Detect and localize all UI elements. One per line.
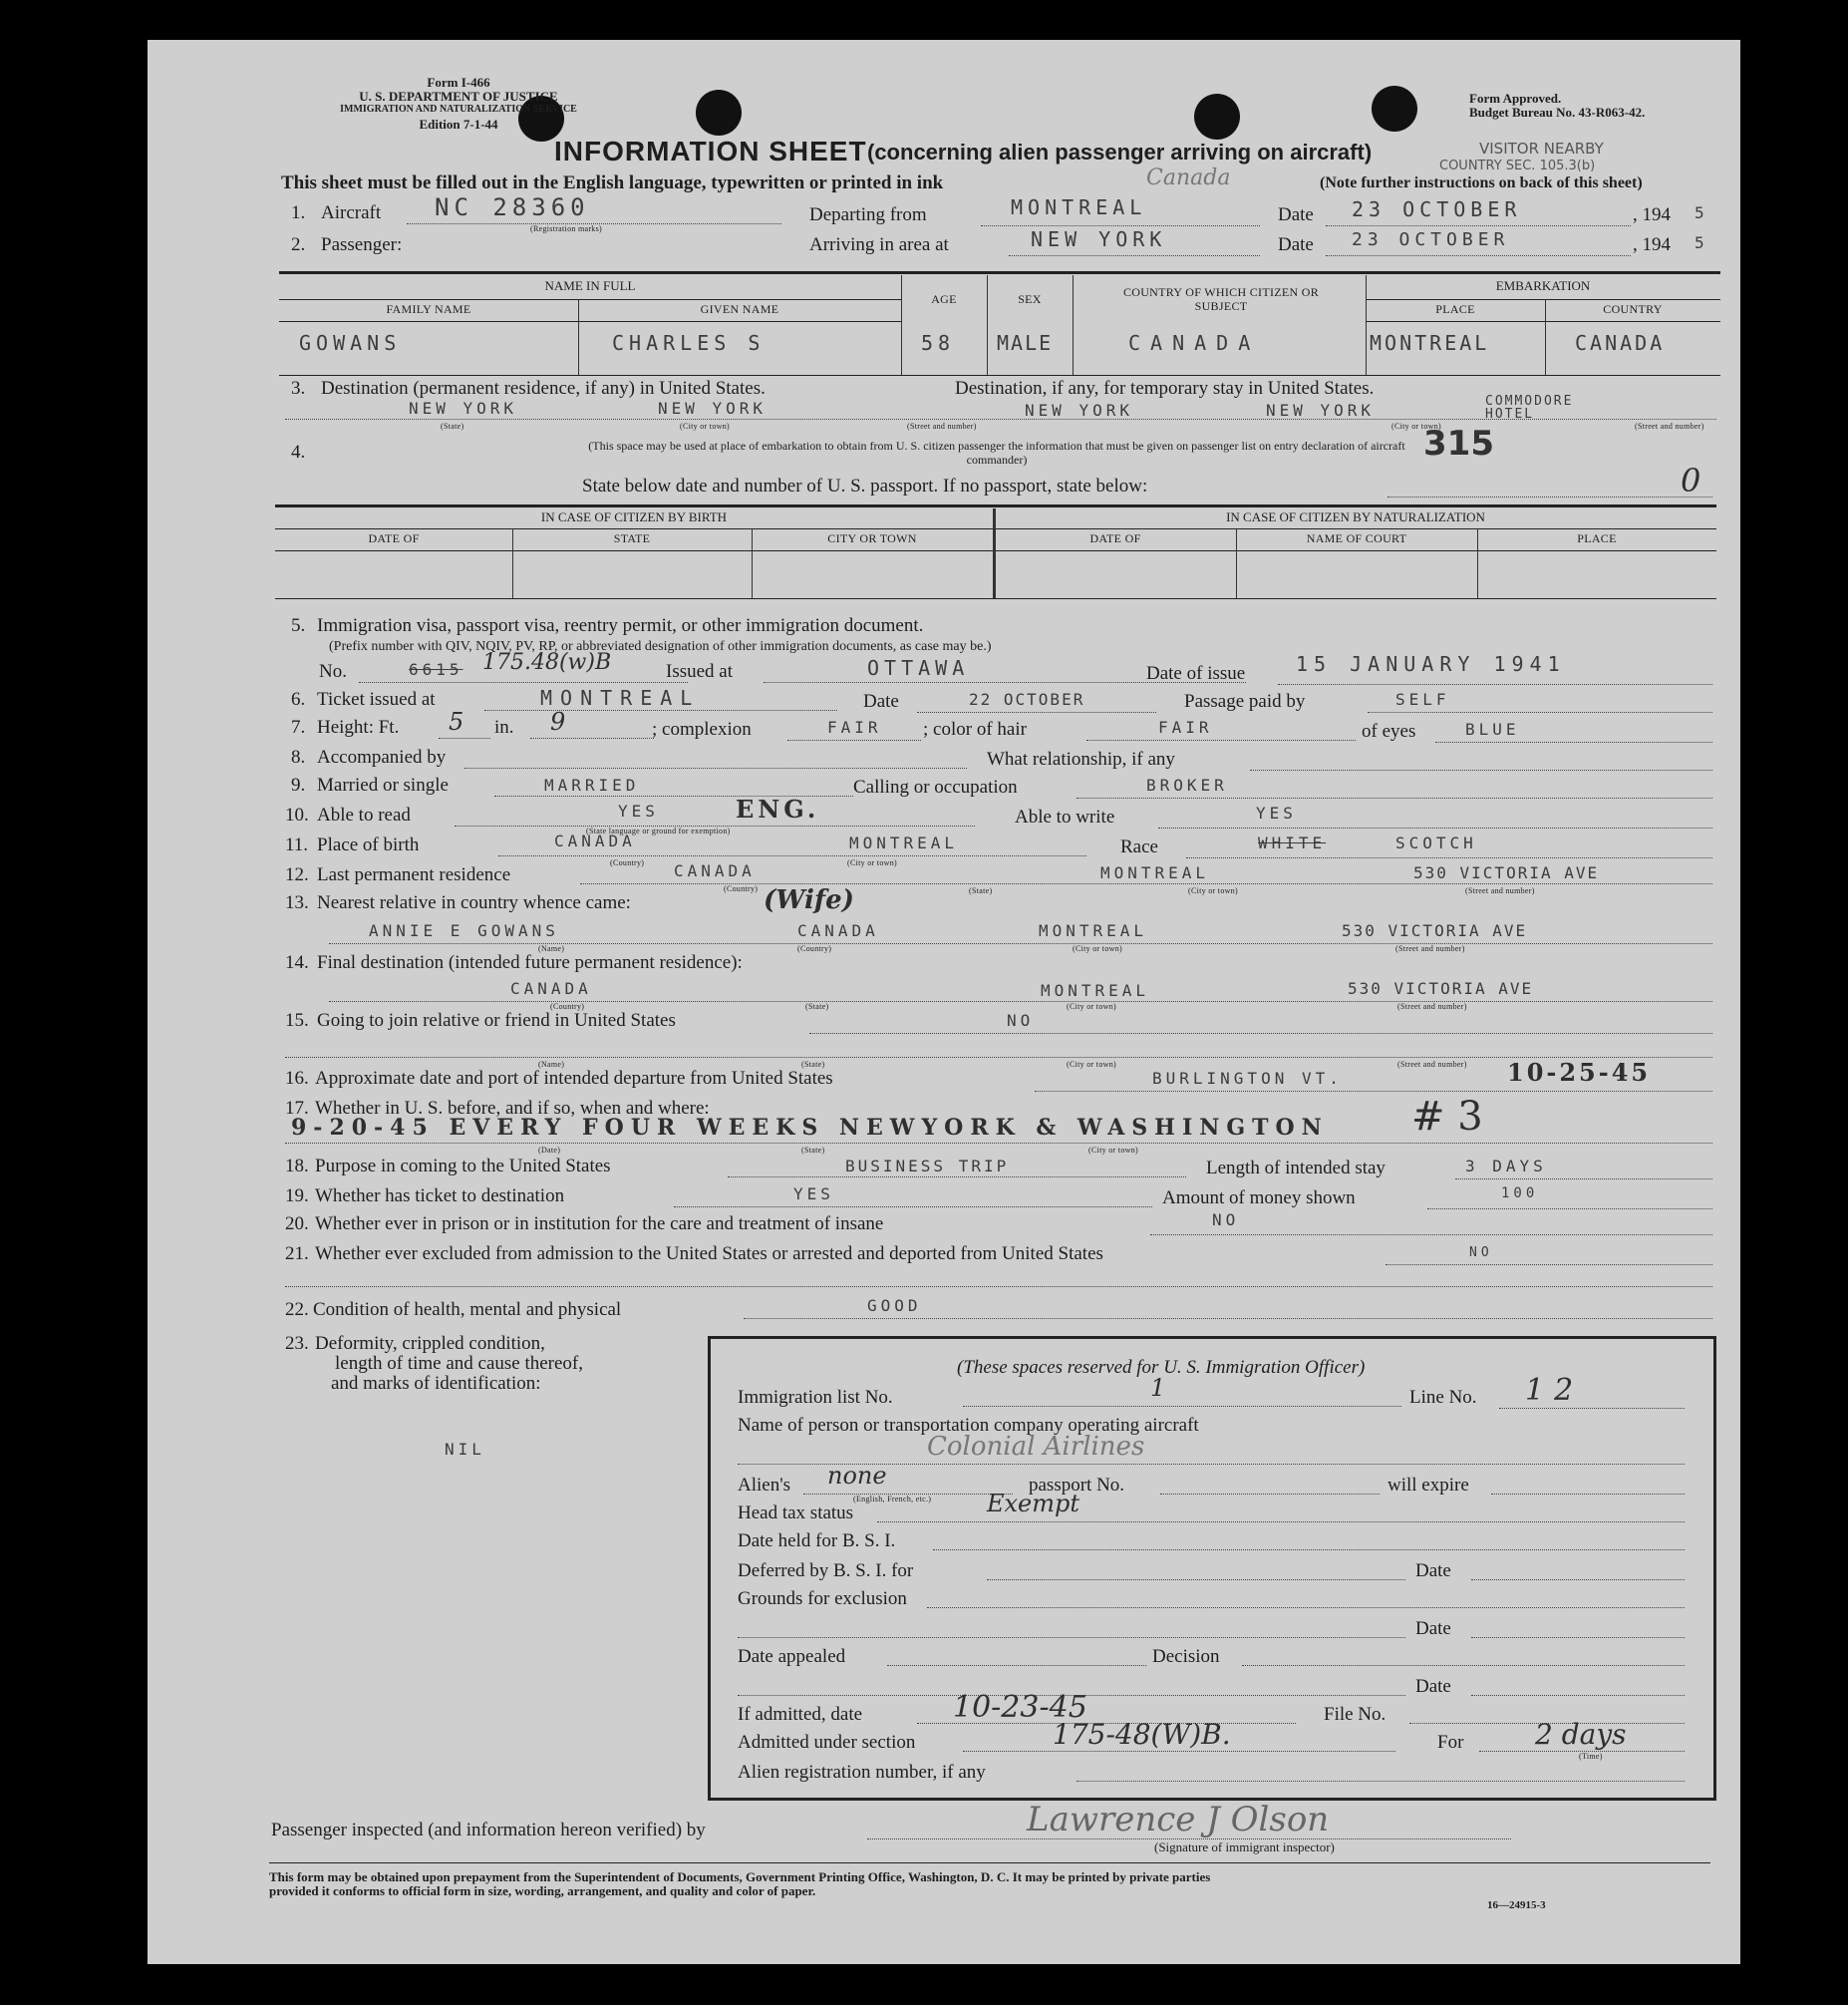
purpose-label: Purpose in coming to the United States — [315, 1156, 611, 1176]
street-caption: (Street and number) — [1635, 422, 1704, 431]
immigration-list-label: Immigration list No. — [738, 1387, 893, 1408]
sex-value[interactable]: MALE — [997, 331, 1054, 355]
birth-country-value[interactable]: CANADA — [554, 832, 636, 850]
race-value[interactable]: SCOTCH — [1395, 834, 1477, 852]
company-value[interactable]: Colonial Airlines — [927, 1432, 1145, 1462]
temp-city-value[interactable]: NEW YORK — [1025, 401, 1134, 420]
admitted-section-value[interactable]: 175-48(W)B. — [1053, 1718, 1231, 1751]
passport-no-label: passport No. — [1029, 1475, 1125, 1496]
language-caption: (State language or ground for exemption) — [586, 827, 731, 835]
able-to-write-label: Able to write — [1015, 807, 1115, 828]
year-label: , 194 — [1633, 234, 1671, 255]
deformity-value[interactable]: NIL — [445, 1440, 485, 1459]
departure-date-plan-value[interactable]: 10-25-45 — [1507, 1058, 1652, 1087]
alien-registration-label: Alien registration number, if any — [738, 1762, 986, 1783]
departing-value[interactable]: MONTREAL — [1011, 195, 1147, 219]
ticket-issued-label: Ticket issued at — [317, 689, 436, 710]
alien-passport-type-value[interactable]: none — [827, 1462, 887, 1490]
last-residence-street-value[interactable]: 530 VICTORIA AVE — [1413, 863, 1600, 882]
height-in-label: in. — [494, 717, 514, 738]
bsi-held-label: Date held for B. S. I. — [738, 1530, 896, 1551]
read-language-value[interactable]: ENG. — [736, 795, 820, 824]
deformity-label-3: and marks of identification: — [331, 1373, 541, 1394]
admitted-section-label: Admitted under section — [738, 1732, 916, 1753]
officer-box-heading: (These spaces reserved for U. S. Immigration Officer) — [957, 1357, 1366, 1378]
birth-city-value[interactable]: MONTREAL — [849, 834, 959, 852]
prison-value[interactable]: NO — [1212, 1210, 1240, 1229]
head-tax-value[interactable]: Exempt — [987, 1490, 1080, 1517]
street-caption: (Street and number) — [1397, 1060, 1467, 1069]
race-label: Race — [1120, 836, 1158, 857]
line4-note: (This space may be used at place of embarkation to obtain from U. S. citizen passenger the information that must be given on passenger list on entry declaration of aircraft commander) — [588, 439, 1405, 467]
signature-caption: (Signature of immigrant inspector) — [1154, 1839, 1335, 1854]
citizen-naturalization-header: IN CASE OF CITIZEN BY NATURALIZATION — [1226, 509, 1485, 524]
for-label: For — [1437, 1732, 1464, 1753]
relative-street-value[interactable]: 530 VICTORIA AVE — [1342, 921, 1528, 940]
punch-hole — [696, 90, 742, 136]
family-name-header: FAMILY NAME — [386, 302, 471, 316]
form-approved: Form Approved. — [1469, 91, 1562, 106]
footer-line-2: provided it conforms to official form in size, wording, arrangement, and quality and color of paper. — [269, 1883, 816, 1898]
line-num: 20. — [285, 1213, 309, 1234]
instruction-handwriting: Canada — [1146, 166, 1231, 190]
height-ft-value[interactable]: 5 — [449, 708, 464, 736]
punch-hole — [1372, 86, 1417, 132]
visitor-stamp: VISITOR NEARBY — [1479, 140, 1604, 158]
no-label: No. — [319, 661, 347, 682]
given-name-header: GIVEN NAME — [700, 302, 779, 316]
citizen-value[interactable]: CANADA — [1128, 331, 1261, 355]
relative-name-value[interactable]: ANNIE E GOWANS — [369, 921, 559, 940]
eyes-value[interactable]: BLUE — [1465, 720, 1520, 739]
city-caption: (City or town) — [1067, 1002, 1116, 1011]
state-caption: (State) — [441, 422, 464, 431]
year-value[interactable]: 5 — [1694, 233, 1704, 252]
country-caption: (Country) — [724, 884, 759, 893]
deferred-label: Deferred by B. S. I. for — [738, 1560, 914, 1581]
nearest-relative-label: Nearest relative in country whence came: — [317, 892, 631, 913]
birth-city-header: CITY OR TOWN — [827, 531, 917, 545]
passage-paid-value[interactable]: SELF — [1395, 690, 1450, 709]
stay-length-value[interactable]: 3 DAYS — [1465, 1157, 1547, 1175]
hotel-value[interactable]: COMMODORE HOTEL — [1485, 394, 1574, 422]
country-caption: (Country) — [550, 1002, 585, 1011]
state-caption: (State) — [801, 1060, 825, 1069]
line-num: 1. — [291, 202, 306, 223]
name-in-full-header: NAME IN FULL — [544, 278, 636, 293]
temp-state-value[interactable]: NEW YORK — [1266, 401, 1376, 420]
able-to-write-value[interactable]: YES — [1256, 804, 1297, 823]
relationship-label: What relationship, if any — [987, 749, 1175, 770]
health-label: Condition of health, mental and physical — [313, 1299, 622, 1320]
country-caption: (Country) — [797, 944, 832, 953]
passage-paid-label: Passage paid by — [1184, 691, 1306, 712]
join-relative-value[interactable]: NO — [1007, 1011, 1035, 1030]
inspector-signature: Lawrence J Olson — [1027, 1800, 1330, 1839]
dest-state-value[interactable]: NEW YORK — [409, 399, 518, 418]
line-num: 15. — [285, 1010, 309, 1031]
line-num: 5. — [291, 615, 306, 636]
occupation-value[interactable]: BROKER — [1146, 776, 1228, 795]
ticket-destination-label: Whether has ticket to destination — [315, 1185, 565, 1206]
stay-length-label: Length of intended stay — [1206, 1158, 1386, 1178]
company-label: Name of person or transportation company operating aircraft — [738, 1415, 1199, 1436]
departure-port-value[interactable]: BURLINGTON VT. — [1152, 1069, 1343, 1088]
final-city-value[interactable]: MONTREAL — [1041, 981, 1150, 1000]
departing-label: Departing from — [809, 204, 927, 225]
state-caption: (State) — [801, 1146, 825, 1155]
arriving-value[interactable]: NEW YORK — [1031, 227, 1167, 251]
form-number: Form I-466 — [427, 75, 490, 90]
prior-visit-value[interactable]: 9-20-45 EVERY FOUR WEEKS NEWYORK & WASHINGTON — [291, 1115, 1329, 1141]
embark-place-header: PLACE — [1435, 302, 1475, 316]
city-caption: (City or town) — [1073, 944, 1122, 953]
name-caption: (Name) — [538, 944, 565, 953]
line-num: 8. — [291, 747, 306, 768]
line-num: 23. — [285, 1333, 309, 1354]
final-street-value[interactable]: 530 VICTORIA AVE — [1348, 979, 1534, 998]
given-name-value[interactable]: CHARLES S — [612, 331, 766, 355]
state-caption: (State) — [969, 886, 993, 895]
destination-label: Destination (permanent residence, if any) in United States. — [321, 378, 766, 399]
passport-value[interactable]: 0 — [1681, 462, 1701, 500]
departure-plan-label: Approximate date and port of intended departure from United States — [315, 1068, 833, 1089]
admitted-for-value[interactable]: 2 days — [1535, 1718, 1627, 1751]
city-caption: (City or town) — [847, 858, 897, 867]
passport-label: State below date and number of U. S. passport. If no passport, state below: — [582, 476, 1148, 497]
state-caption: (State) — [805, 1002, 829, 1011]
citizen-birth-header: IN CASE OF CITIZEN BY BIRTH — [540, 509, 728, 524]
last-residence-label: Last permanent residence — [317, 864, 511, 885]
line-num: 3. — [291, 378, 306, 399]
embark-country-header: COUNTRY — [1603, 302, 1663, 316]
form-subtitle: (concerning alien passenger arriving on aircraft) — [867, 140, 1373, 165]
city-caption: (City or town) — [1088, 1146, 1138, 1155]
deformity-label-2: length of time and cause thereof, — [335, 1353, 584, 1374]
department: U. S. DEPARTMENT OF JUSTICE — [359, 89, 558, 104]
excluded-value[interactable]: NO — [1469, 1245, 1493, 1260]
arrival-date-value[interactable]: 23 OCTOBER — [1352, 229, 1510, 250]
deformity-label-1: Deformity, crippled condition, — [315, 1333, 545, 1354]
age-header: AGE — [931, 292, 957, 306]
year-label: , 194 — [1633, 204, 1671, 225]
embark-country-value[interactable]: CANADA — [1575, 331, 1666, 355]
relative-country-value[interactable]: CANADA — [797, 921, 879, 940]
accompanied-label: Accompanied by — [317, 747, 447, 768]
instruction-line: This sheet must be filled out in the English language, typewritten or printed in ink — [281, 172, 944, 193]
street-caption: (Street and number) — [1395, 944, 1465, 953]
street-caption: (Street and number) — [907, 422, 977, 431]
complexion-value[interactable]: FAIR — [827, 718, 882, 737]
language-caption: (English, French, etc.) — [853, 1495, 932, 1504]
deferred-date-label: Date — [1415, 1560, 1451, 1581]
line-num: 10. — [285, 805, 309, 826]
ticket-destination-value[interactable]: YES — [793, 1184, 834, 1203]
race-struck: WHITE — [1258, 834, 1327, 852]
footer-code: 16—24915-3 — [1487, 1899, 1546, 1911]
date-appealed-label: Date appealed — [738, 1646, 846, 1667]
temp-destination-label: Destination, if any, for temporary stay in United States. — [955, 378, 1375, 399]
health-value[interactable]: GOOD — [867, 1296, 922, 1315]
nat-court-header: NAME OF COURT — [1306, 531, 1407, 545]
prior-visit-label: Whether in U. S. before, and if so, when and where: — [315, 1098, 710, 1119]
head-tax-label: Head tax status — [738, 1503, 854, 1523]
line-num: 11. — [285, 835, 309, 855]
eyes-label: of eyes — [1362, 721, 1416, 742]
street-caption: (Street and number) — [1465, 886, 1535, 895]
nat-date-header: DATE OF — [1089, 531, 1141, 545]
ticket-date-label: Date — [863, 691, 899, 712]
issued-at-value[interactable]: OTTAWA — [867, 656, 970, 680]
family-name-value[interactable]: GOWANS — [299, 331, 402, 355]
passenger-label: Passenger: — [321, 234, 403, 255]
ticket-issued-value[interactable]: MONTREAL — [540, 686, 701, 710]
final-destination-label: Final destination (intended future permanent residence): — [317, 952, 743, 973]
immigration-doc-label: Immigration visa, passport visa, reentry permit, or other immigration document. — [317, 615, 924, 636]
immigration-list-value[interactable]: 1 — [1150, 1374, 1166, 1402]
embarkation-header: EMBARKATION — [1495, 278, 1591, 293]
line-num: 21. — [285, 1243, 309, 1264]
join-relative-label: Going to join relative or friend in United States — [317, 1010, 676, 1031]
line-num: 12. — [285, 864, 309, 885]
departure-date-value[interactable]: 23 OCTOBER — [1352, 197, 1522, 221]
nat-place-header: PLACE — [1577, 531, 1617, 545]
relative-city-value[interactable]: MONTREAL — [1039, 921, 1148, 940]
service: IMMIGRATION AND NATURALIZATION SERVICE — [340, 104, 577, 115]
money-label: Amount of money shown — [1162, 1187, 1356, 1208]
footer-line-1: This form may be obtained upon prepayment from the Superintendent of Documents, Government Printing Office, Washington, D. C. It may be printed by private parties — [269, 1869, 1211, 1884]
stamp-number: 315 — [1423, 424, 1494, 464]
able-to-read-label: Able to read — [317, 805, 411, 826]
alien-label: Alien's — [738, 1475, 791, 1496]
birth-state-header: STATE — [613, 531, 651, 545]
city-caption: (City or town) — [1391, 422, 1441, 431]
line-num: 17. — [285, 1098, 309, 1119]
last-residence-city-value[interactable]: MONTREAL — [1100, 863, 1210, 882]
country-caption: (Country) — [610, 858, 645, 867]
registration-caption: (Registration marks) — [530, 224, 602, 233]
decision-date-label: Date — [1415, 1676, 1451, 1697]
hair-value[interactable]: FAIR — [1158, 718, 1213, 737]
height-label: Height: Ft. — [317, 717, 400, 738]
year-value[interactable]: 5 — [1694, 203, 1704, 222]
arriving-label: Arriving in area at — [809, 234, 949, 255]
punch-hole — [1194, 94, 1240, 140]
embark-place-value[interactable]: MONTREAL — [1370, 331, 1490, 355]
relative-relationship-value[interactable]: (Wife) — [764, 885, 854, 915]
line-num: 2. — [291, 234, 306, 255]
date-label: Date — [1278, 234, 1314, 255]
able-to-read-value[interactable]: YES — [618, 802, 659, 821]
prior-visit-mark[interactable]: # 3 — [1411, 1094, 1483, 1140]
grounds-date-label: Date — [1415, 1618, 1451, 1639]
issued-at-label: Issued at — [666, 661, 734, 682]
line-num: 6. — [291, 689, 306, 710]
prefix-note: (Prefix number with QIV, NQIV, PV, RP, or abbreviated designation of other immigration documents, as case may be.) — [329, 639, 992, 654]
line-no-label: Line No. — [1409, 1387, 1477, 1408]
excluded-label: Whether ever excluded from admission to the United States or arrested and deported from United States — [315, 1243, 1103, 1264]
line-num: 19. — [285, 1185, 309, 1206]
struck-number: 6615 — [409, 660, 463, 679]
line-num: 14. — [285, 952, 309, 973]
sex-header: SEX — [1018, 292, 1042, 306]
edition: Edition 7-1-44 — [419, 117, 498, 132]
street-caption: (Street and number) — [1397, 1002, 1467, 1011]
hair-label: ; color of hair — [923, 719, 1027, 740]
birth-place-label: Place of birth — [317, 835, 420, 855]
final-country-value[interactable]: CANADA — [510, 979, 592, 998]
city-caption: (City or town) — [1188, 886, 1238, 895]
line-num: 16. — [285, 1068, 309, 1089]
married-label: Married or single — [317, 775, 449, 796]
form-title: INFORMATION SHEET — [554, 136, 867, 167]
citizen-header: COUNTRY OF WHICH CITIZEN OR SUBJECT — [1122, 285, 1320, 313]
married-value[interactable]: MARRIED — [544, 776, 640, 795]
country-section-stamp: COUNTRY SEC. 105.3(b) — [1439, 159, 1596, 173]
line-num: 7. — [291, 717, 306, 738]
instruction-note: (Note further instructions on back of this sheet) — [1320, 174, 1643, 191]
decision-label: Decision — [1152, 1646, 1220, 1667]
time-caption: (Time) — [1579, 1752, 1603, 1761]
date-label: Date — [1278, 204, 1314, 225]
will-expire-label: will expire — [1387, 1475, 1469, 1496]
city-caption: (City or town) — [1067, 1060, 1116, 1069]
complexion-label: ; complexion — [652, 719, 752, 740]
line-num: 18. — [285, 1156, 309, 1176]
date-of-issue-label: Date of issue — [1146, 663, 1246, 684]
aircraft-label: Aircraft — [321, 202, 382, 223]
purpose-value[interactable]: BUSINESS TRIP — [845, 1157, 1010, 1175]
line-num: 4. — [291, 442, 306, 463]
age-value[interactable]: 58 — [921, 331, 956, 355]
aircraft-value[interactable]: NC 28360 — [435, 193, 590, 221]
document-number-value[interactable]: 175.48(w)B — [482, 650, 612, 675]
dest-city-value[interactable]: NEW YORK — [658, 399, 768, 418]
file-no-label: File No. — [1324, 1704, 1386, 1725]
city-caption: (City or town) — [680, 422, 730, 431]
line-no-value[interactable]: 12 — [1525, 1373, 1584, 1408]
prison-label: Whether ever in prison or in institution for the care and treatment of insane — [315, 1213, 884, 1234]
line-num: 13. — [285, 892, 309, 913]
inspector-label: Passenger inspected (and information hereon verified) by — [271, 1820, 706, 1840]
budget-bureau: Budget Bureau No. 43-R063-42. — [1469, 105, 1646, 120]
admitted-date-label: If admitted, date — [738, 1704, 863, 1725]
line-num: 22. — [285, 1299, 309, 1320]
admitted-date-value[interactable]: 10-23-45 — [953, 1690, 1087, 1725]
last-residence-country-value[interactable]: CANADA — [674, 861, 756, 880]
money-value[interactable]: 100 — [1501, 1185, 1539, 1201]
grounds-exclusion-label: Grounds for exclusion — [738, 1588, 907, 1609]
birth-date-header: DATE OF — [368, 531, 420, 545]
date-caption: (Date) — [538, 1146, 561, 1155]
occupation-label: Calling or occupation — [853, 777, 1018, 798]
height-in-value[interactable]: 9 — [550, 708, 566, 736]
date-of-issue-value[interactable]: 15 JANUARY 1941 — [1296, 652, 1566, 676]
ticket-date-value[interactable]: 22 OCTOBER — [969, 690, 1085, 709]
line-num: 9. — [291, 775, 306, 796]
name-caption: (Name) — [538, 1060, 565, 1069]
